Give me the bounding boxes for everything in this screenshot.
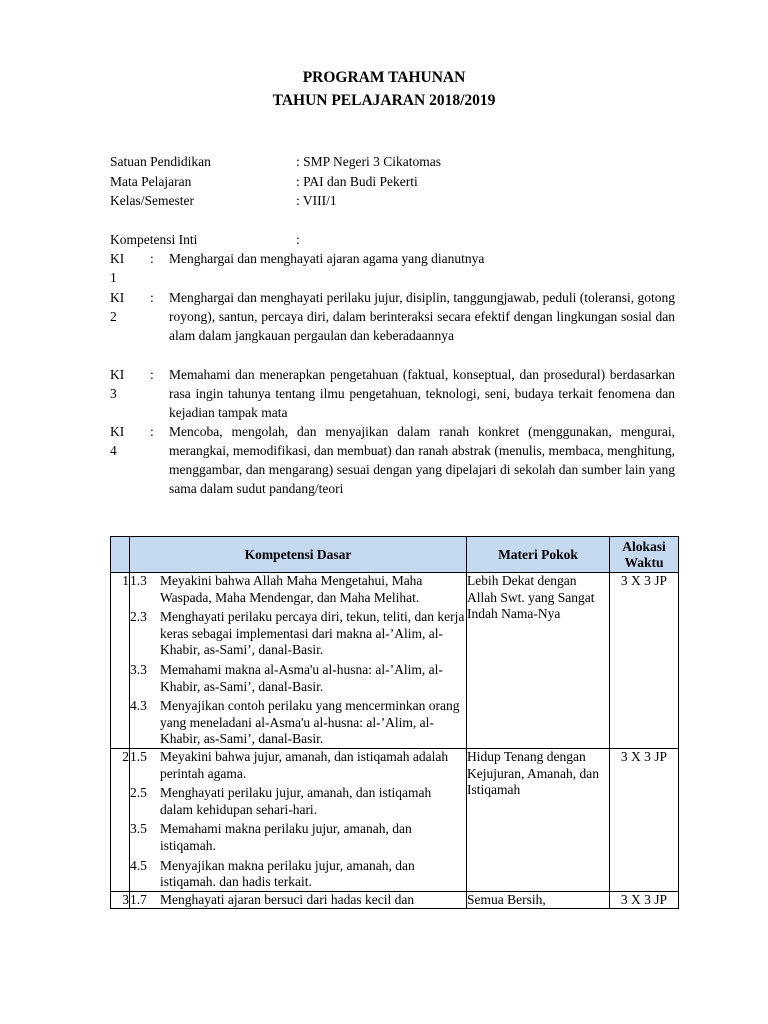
alokasi-cell: 3 X 3 JP bbox=[610, 573, 679, 749]
table-header-row bbox=[111, 537, 679, 573]
kd-number: 3.3 bbox=[130, 661, 147, 677]
kd-number: 4.3 bbox=[130, 698, 147, 714]
info-row-class bbox=[110, 191, 441, 211]
info-label: Kelas/Semester bbox=[110, 193, 194, 208]
kd-item bbox=[130, 662, 466, 695]
kd-cell bbox=[130, 748, 467, 891]
info-value: : VIII/1 bbox=[296, 193, 337, 208]
kd-item bbox=[130, 858, 466, 891]
document-subtitle: TAHUN PELAJARAN 2018/2019 bbox=[272, 92, 496, 109]
kd-text: Memahami makna perilaku jujur, amanah, dan istiqamah. bbox=[160, 821, 412, 853]
row-number: 2 bbox=[111, 748, 130, 891]
row-number: 3 bbox=[111, 891, 130, 909]
kd-item bbox=[130, 892, 466, 909]
materi-cell: Semua Bersih, bbox=[467, 891, 610, 909]
ki-text: Memahami dan menerapkan pengetahuan (faktual, konseptual, dan prosedural) berdasarkan rasa ingin tahunya tentang ilmu pengetahuan, teknologi, seni, budaya terkait fenomena dan kejadian tampak mata bbox=[169, 367, 675, 420]
kd-text: Meyakini bahwa jujur, amanah, dan istiqamah adalah perintah agama. bbox=[160, 748, 449, 781]
info-row-subject bbox=[110, 172, 441, 192]
ki-text: Menghargai dan menghayati perilaku jujur, disiplin, tanggungjawab, peduli (toleransi, gotong royong), santun, percaya diri, dalam berinteraksi secara efektif dengan lingkungan sosial dan alam dalam jangkauan pergaulan dan keberadaannya bbox=[169, 290, 675, 343]
kd-number: 4.5 bbox=[130, 857, 147, 873]
ki-colon: : bbox=[150, 251, 154, 266]
ki-item-4 bbox=[110, 422, 675, 498]
alokasi-cell: 3 X 3 JP bbox=[610, 748, 679, 891]
ki-text: Mencoba, mengolah, dan menyajikan dalam ranah konkret (menggunakan, mengurai, merangkai, memodifikasi, dan membuat) dan ranah abstrak (menulis, membaca, menghitung, menggambar, dan mengarang) sesuai dengan yang dipelajari di sekolah dan sumber lain yang sama dalam sudut pandang/teori bbox=[169, 424, 675, 496]
header-alokasi-waktu: Alokasi Waktu bbox=[610, 537, 679, 573]
header-no bbox=[111, 537, 130, 573]
kd-item bbox=[130, 749, 466, 782]
kd-text: Menghayati perilaku jujur, amanah, dan istiqamah dalam kehidupan sehari-hari. bbox=[160, 785, 432, 817]
table-row bbox=[111, 891, 679, 909]
kd-number: 1.3 bbox=[130, 573, 147, 588]
kd-text: Meyakini bahwa Allah Maha Mengetahui, Maha Waspada, Maha Mendengar, dan Maha Melihat. bbox=[160, 573, 423, 605]
kd-number: 2.5 bbox=[130, 785, 147, 801]
info-value: : SMP Negeri 3 Cikatomas bbox=[296, 154, 441, 169]
ki-code: KI 2 bbox=[110, 290, 125, 324]
kd-cell bbox=[130, 891, 467, 909]
kd-text: Menyajikan makna perilaku jujur, amanah, dan istiqamah. dan hadis terkait. bbox=[160, 857, 415, 890]
info-label: Satuan Pendidikan bbox=[110, 154, 211, 169]
ki-text: Menghargai dan menghayati ajaran agama yang dianutnya bbox=[169, 251, 485, 266]
kd-number: 1.5 bbox=[130, 748, 147, 764]
kd-item bbox=[130, 698, 466, 748]
materi-cell: Hidup Tenang dengan Kejujuran, Amanah, dan Istiqamah bbox=[467, 748, 610, 891]
info-value: : PAI dan Budi Pekerti bbox=[296, 173, 418, 189]
ki-code: KI 4 bbox=[110, 424, 125, 458]
kd-text: Menghayati perilaku percaya diri, tekun, teliti, dan kerja keras sebagai implementasi dari makna al-’Alim, al-Khabir, as-Sami’, danal-Basir. bbox=[160, 609, 465, 658]
ki-item-2 bbox=[110, 288, 675, 345]
ki-heading-colon: : bbox=[296, 232, 300, 247]
ki-item-1 bbox=[110, 249, 675, 285]
kd-item bbox=[130, 609, 466, 659]
materi-cell: Lebih Dekat dengan Allah Swt. yang Sangat Indah Nama-Nya bbox=[467, 573, 610, 749]
ki-item-3 bbox=[110, 365, 675, 422]
ki-colon: : bbox=[150, 424, 154, 439]
kd-item bbox=[130, 785, 466, 818]
table-row bbox=[111, 573, 679, 749]
kd-text: Menyajikan contoh perilaku yang mencerminkan orang yang meneladani al-Asma'u al-husna: al-’Alim, al-Khabir, as-Sami’, danal-Basir. bbox=[160, 698, 460, 747]
ki-colon: : bbox=[150, 290, 154, 305]
kd-text: Memahami makna al-Asma'u al-husna: al-’Alim, al-Khabir, as-Sami’, danal-Basir. bbox=[160, 661, 443, 694]
alokasi-cell: 3 X 3 JP bbox=[610, 891, 679, 909]
kd-item bbox=[130, 573, 466, 606]
table-row bbox=[111, 748, 679, 891]
kd-number: 3.5 bbox=[130, 821, 147, 837]
ki-colon: : bbox=[150, 367, 154, 382]
header-kompetensi-dasar: Kompetensi Dasar bbox=[130, 537, 467, 573]
kd-number: 1.7 bbox=[130, 891, 147, 907]
header-materi-pokok: Materi Pokok bbox=[467, 537, 610, 573]
kd-text: Menghayati ajaran bersuci dari hadas kecil dan bbox=[160, 891, 415, 907]
ki-code: KI 3 bbox=[110, 367, 125, 401]
info-label: Mata Pelajaran bbox=[110, 173, 192, 189]
kd-number: 2.3 bbox=[130, 609, 147, 625]
kd-item bbox=[130, 821, 466, 854]
ki-code: KI 1 bbox=[110, 251, 125, 285]
kd-cell bbox=[130, 573, 467, 749]
kd-table bbox=[110, 536, 679, 909]
info-row-school bbox=[110, 152, 441, 172]
identity-block bbox=[110, 152, 441, 211]
row-number: 1 bbox=[111, 573, 130, 749]
ki-heading bbox=[110, 230, 300, 249]
document-title: PROGRAM TAHUNAN bbox=[302, 69, 466, 86]
ki-heading-label: Kompetensi Inti bbox=[110, 232, 198, 247]
